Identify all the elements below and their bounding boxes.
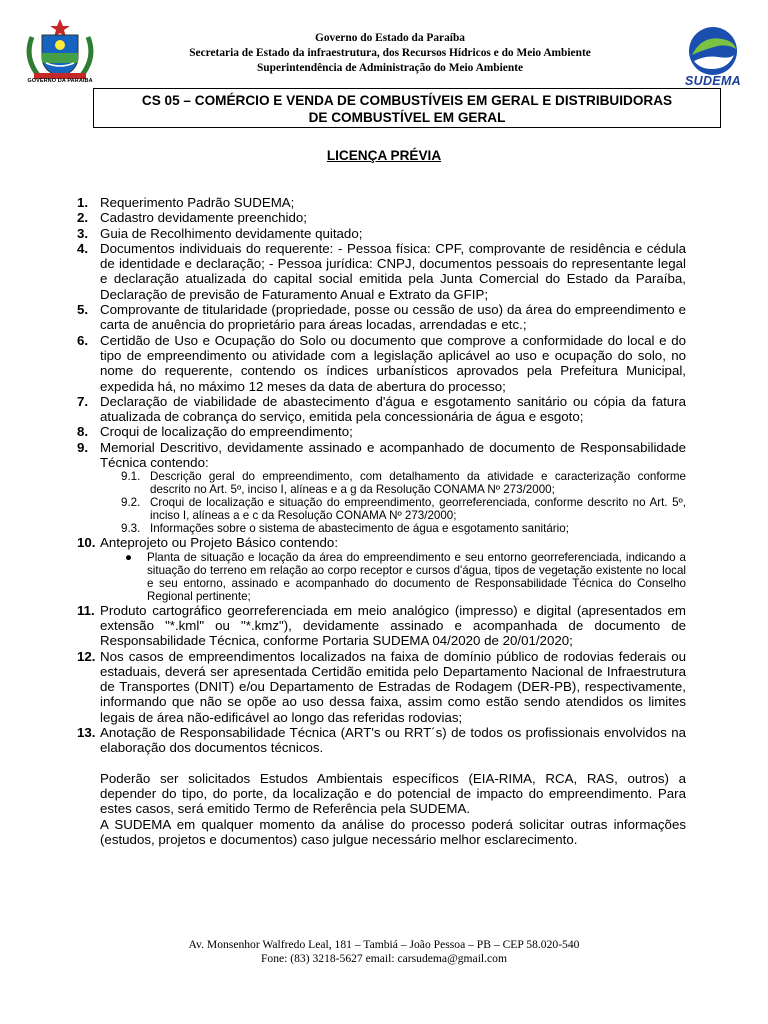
header-text (120, 31, 660, 76)
item-number: 5. (77, 302, 89, 318)
list-item (77, 241, 686, 302)
item-text: Documentos individuais do requerente: - Pessoa física: CPF, comprovante de residência e cédula de identidade e declaração; - Pessoa jurídica: CNPJ, documentos pessoais do representante legal e declaração atualizada do capital social emitida pela Junta Comercial do Estado da Paraíba, Declaração de previsão de Faturamento Anual e Extrato da GFIP; (100, 240, 686, 302)
state-coat-of-arms-icon (22, 14, 98, 84)
document-header (0, 14, 768, 88)
list-item (77, 424, 686, 439)
sub-item-text: Croqui de localização e situação do empreendimento, georreferenciada, conforme descrito no Art. 5º, inciso I, alíneas a e c da Resolução CONAMA Nº 273/2000; (150, 496, 686, 523)
item-text: Guia de Recolhimento devidamente quitado; (100, 225, 363, 241)
list-item (77, 333, 686, 394)
item-number: 9. (77, 439, 89, 455)
sudema-logo-text: SUDEMA (685, 74, 741, 88)
requirements-list (77, 195, 686, 847)
item-text: Declaração de viabilidade de abastecimento d'água e esgotamento sanitário ou cópia da fatura atualizada de cobrança do serviço, emitida pela concessionária de água e esgoto; (100, 393, 686, 425)
sub-item-text: Descrição geral do empreendimento, com detalhamento da atividade e caracterização conforme descrito no Art. 5º, inciso I, alíneas e a g da Resolução CONAMA Nº 273/2000; (150, 470, 686, 497)
note-paragraph-information: A SUDEMA em qualquer momento da análise do processo poderá solicitar outras informações (estudos, projetos e documentos) caso julgue necessário melhor esclarecimento. (100, 816, 686, 847)
item-text: Nos casos de empreendimentos localizados na faixa de domínio público de rodovias federais ou estaduais, deverá ser apresentada Certidão emitida pelo Departamento Nacional de Infraestrutura de Transportes (DNIT) e/ou Departamento de Estradas de Rodagem (DER-PB), respectivamente, informando que não se opõe ao uso dessa faixa, assim como estão sendo atendidos os limites legais de área não-edificável ao longo das referidas rodovias; (100, 648, 686, 725)
item-text: Memorial Descritivo, devidamente assinado e acompanhado de documento de Responsabilidade Técnica contendo: (100, 439, 686, 471)
document-title-box (93, 88, 721, 128)
emblem-caption: GOVERNO DA PARAÍBA (27, 78, 93, 84)
item-text: Anteprojeto ou Projeto Básico contendo: (100, 535, 339, 551)
sub-list-item (121, 522, 686, 535)
list-item (77, 302, 686, 333)
subtitle-text: LICENÇA PRÉVIA (326, 148, 442, 163)
sub-item-number: 9.1. (121, 470, 141, 484)
item-number: 2. (77, 210, 89, 226)
spacer (77, 756, 686, 771)
item-number: 8. (77, 424, 89, 440)
bullet-text: Planta de situação e locação da área do empreendimento e seu entorno georreferenciada, indicando a situação do terreno em relação ao corpo receptor e cursos d'água, tipos de vegetação existente no local e seu entorno, assinado e acompanhado do documento de Responsabilidade Técnica do Conselho Regional pertinente; (147, 550, 686, 603)
item-number: 13. (77, 725, 96, 741)
item-text: Comprovante de titularidade (propriedade, posse ou cessão de uso) da área do empreendimento e carta de anuência do proprietário para áreas locadas, arrendadas e etc.; (100, 302, 686, 333)
header-line-superintendence: Superintendência de Administração do Meio Ambiente (256, 62, 524, 74)
footer-address: Av. Monsenhor Walfredo Leal, 181 – Tambiá – João Pessoa – PB – CEP 58.020-540 (188, 938, 580, 951)
footer-contact: Fone: (83) 3218-5627 email: carsudema@gmail.com (260, 952, 508, 965)
list-item (77, 210, 686, 225)
item-number: 12. (77, 648, 96, 664)
list-item (77, 440, 686, 471)
header-line-government: Governo do Estado da Paraíba (315, 32, 465, 44)
item-text: Cadastro devidamente preenchido; (100, 210, 307, 226)
item-text: Croqui de localização do empreendimento; (100, 424, 353, 440)
list-item (77, 649, 686, 725)
sub-list-item (121, 470, 686, 496)
item-number: 3. (77, 225, 89, 241)
item-text: Anotação de Responsabilidade Técnica (ART's ou RRT´s) de todos os profissionais envolvidos na elaboração dos documentos técnicos. (100, 725, 686, 756)
item-number: 10. (77, 535, 96, 551)
bullet-item (125, 551, 686, 603)
item-number: 4. (77, 240, 89, 256)
header-line-secretariat: Secretaria de Estado da infraestrutura, dos Recursos Hídricos e do Meio Ambiente (189, 47, 591, 59)
item-text: Produto cartográfico georreferenciada em meio analógico (impresso) e digital (apresentados em extensão "*.kml" ou "*.kmz"), devidamente assinado e acompanhada de documento de Responsabilidade Técnica, conforme Portaria SUDEMA 04/2020 de 20/01/2020; (100, 602, 686, 649)
item-text: Certidão de Uso e Ocupação do Solo ou documento que comprove a conformidade do local e do tipo de empreendimento ou atividade com a legislação aplicável ao uso e ocupação do solo, no nome do requerente, contendo os índices urbanísticos aprovados pela Prefeitura Municipal, expedida há, no máximo 12 meses da data de abertura do processo; (100, 332, 686, 394)
item-number: 7. (77, 393, 89, 409)
list-item (77, 603, 686, 649)
list-item (77, 195, 686, 210)
list-item (77, 535, 686, 550)
sub-item-text: Informações sobre o sistema de abastecimento de água e esgotamento sanitário; (150, 522, 569, 536)
bullet-icon: ● (125, 550, 133, 564)
item-number: 6. (77, 332, 89, 348)
sub-item-number: 9.2. (121, 496, 141, 510)
list-item (77, 394, 686, 425)
list-item (77, 725, 686, 756)
sub-list-item (121, 496, 686, 522)
list-item (77, 226, 686, 241)
note-paragraph-studies: Poderão ser solicitados Estudos Ambientais específicos (EIA-RIMA, RCA, RAS, outros) a depender do tipo, do porte, da localização e do potencial de impacto do empreendimento. Para estes casos, será emitido Termo de Referência pela SUDEMA. (100, 770, 686, 817)
item-number: 11. (77, 602, 95, 618)
item-text: Requerimento Padrão SUDEMA; (100, 195, 295, 210)
document-footer (0, 938, 768, 966)
item-number: 1. (77, 195, 89, 210)
title-line-2: DE COMBUSTÍVEL EM GERAL (308, 110, 506, 125)
sub-item-number: 9.3. (121, 522, 141, 536)
document-subtitle (0, 148, 768, 163)
title-line-1: CS 05 – COMÉRCIO E VENDA DE COMBUSTÍVEIS EM GERAL E DISTRIBUIDORAS (141, 93, 673, 108)
